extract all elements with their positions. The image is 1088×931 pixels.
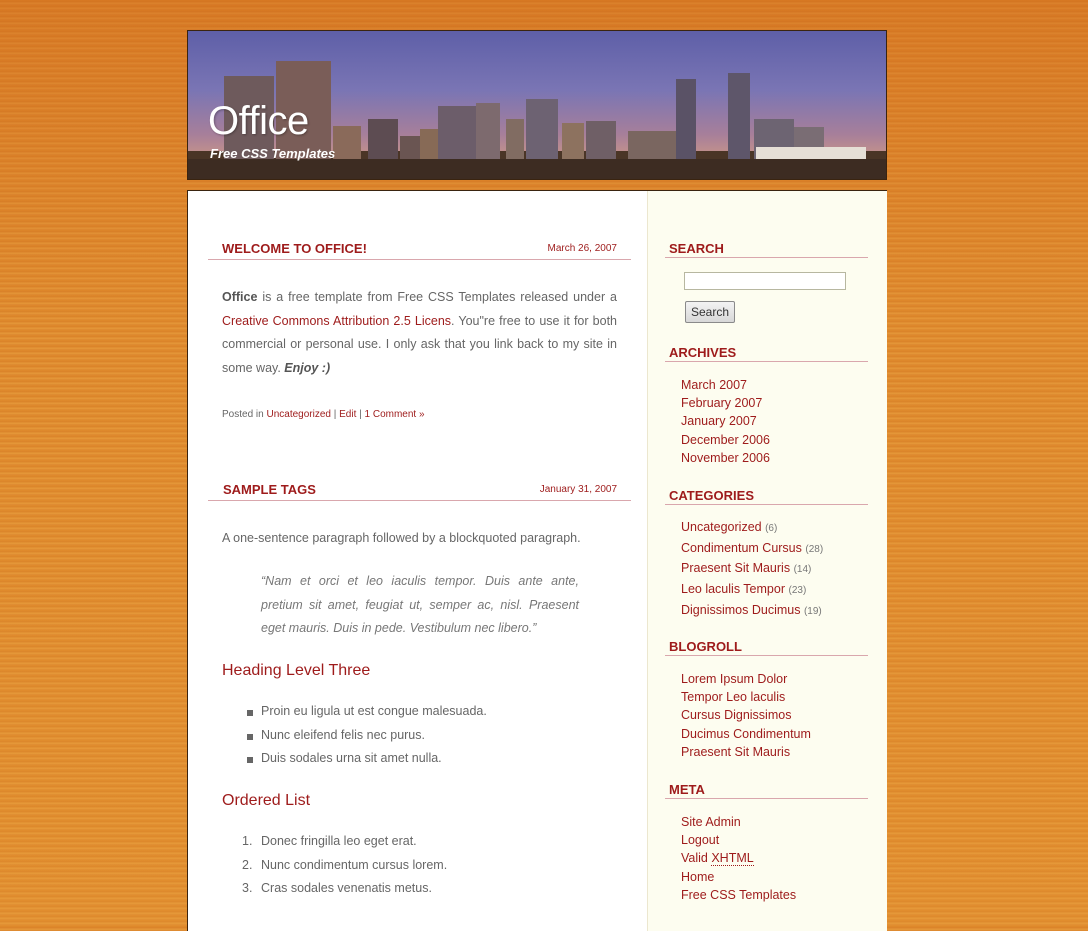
site-subtitle: Free CSS Templates [210,146,336,161]
blogroll-heading: BLOGROLL [669,639,742,654]
list-item: Proin eu ligula ut est congue malesuada. [222,700,487,724]
list-item: Nunc eleifend felis nec purus. [222,724,487,748]
blogroll-link[interactable]: Tempor Leo laculis [681,690,786,705]
search-button[interactable]: Search [685,301,735,323]
category-item [681,559,823,580]
blockquote: “Nam et orci et leo iaculis tempor. Duis ante ante, pretium sit amet, feugiat ut, semper ac, nisl. Praesent eget mauris. Duis in pede. Vestibulum nec libero.” [261,574,579,635]
post-date: January 31, 2007 [539,484,617,495]
category-item [681,518,823,539]
archive-link[interactable]: December 2006 [681,432,770,447]
meta-list [681,813,796,904]
sidebar [647,191,887,931]
meta-heading-bar [665,782,868,799]
blogroll-link[interactable]: Praesent Sit Mauris [681,744,791,759]
category-item [681,601,823,622]
logout-link[interactable]: Logout [681,833,720,848]
categories-heading-bar [665,488,868,505]
meta-separator: | [356,409,365,420]
archives-list [681,376,770,467]
site-header [187,30,887,180]
ordered-list [222,830,447,901]
category-count: (28) [805,543,824,555]
meta-separator: | [330,409,340,420]
category-item [681,539,823,560]
meta-heading: META [669,782,705,797]
category-count: (23) [788,585,807,597]
categories-heading: CATEGORIES [669,488,754,503]
archives-heading-bar [665,345,868,362]
archive-link[interactable]: March 2007 [681,378,748,392]
license-link[interactable]: Creative Commons Attribution 2.5 Licens [222,313,452,328]
category-link[interactable]: Uncategorized [681,520,762,534]
free-css-link[interactable]: Free CSS Templates [681,887,797,902]
category-link[interactable]: Condimentum Cursus [681,540,802,555]
post-emphasis: Enjoy :) [284,360,331,375]
post-title-bar [208,482,631,501]
list-item [222,830,447,854]
page-container [187,190,887,931]
search-heading-bar [665,241,868,258]
blogroll-link[interactable]: Cursus Dignissimos [681,708,792,723]
heading-level-three: Heading Level Three [222,662,371,679]
valid-xhtml-link[interactable] [681,849,796,867]
list-item [222,854,447,878]
home-link[interactable]: Home [681,869,715,884]
post-date: March 26, 2007 [547,243,617,254]
post-meta [222,409,425,420]
search-input[interactable] [684,272,846,290]
blogroll-heading-bar [665,639,868,656]
xhtml-abbr[interactable]: XHTML [711,851,754,866]
ordered-list-heading: Ordered List [222,792,311,809]
list-item-text: Nunc condimentum cursus lorem. [261,857,448,872]
archive-link[interactable]: November 2006 [681,450,770,465]
list-item [222,877,447,901]
list-number: 3. [242,881,253,895]
list-number: 1. [242,834,253,848]
categories-list [681,518,823,622]
post-title[interactable]: SAMPLE TAGS [223,482,316,497]
post-intro: A one-sentence paragraph followed by a blockquoted paragraph. [222,531,581,545]
post-body [222,286,617,380]
site-admin-link[interactable]: Site Admin [681,815,741,829]
post-text-part: is a free template from Free CSS Templates released under a [257,290,617,304]
post-text-part: . You"re free to use it for both commercial or personal use. I only ask that you link back to my site in some way. [222,313,617,375]
category-link[interactable]: Praesent Sit Mauris [681,561,791,576]
blogroll-link[interactable]: Lorem Ipsum Dolor [681,672,788,686]
list-item: Duis sodales urna sit amet nulla. [222,747,487,771]
category-count: (14) [793,564,812,576]
blogroll-link[interactable]: Ducimus Condimentum [681,726,811,741]
valid-prefix: Valid [681,851,712,866]
list-number: 2. [242,857,253,872]
bullet-list [222,700,487,771]
category-link[interactable]: Uncategorized [266,409,331,420]
list-item-text: Donec fringilla leo eget erat. [261,834,417,848]
comments-link[interactable]: 1 Comment » [364,409,425,420]
post-title-bar [208,241,631,260]
post-bold-lead: Office [222,290,258,304]
blogroll-list [681,670,811,761]
main-content [188,191,647,931]
category-link[interactable]: Leo laculis Tempor [681,582,785,597]
search-heading: SEARCH [669,241,724,256]
category-link[interactable]: Dignissimos Ducimus [681,602,801,617]
archive-link[interactable]: February 2007 [681,396,763,411]
edit-link[interactable]: Edit [339,409,357,420]
category-item [681,580,823,601]
posted-in-label: Posted in [222,409,267,420]
site-title[interactable]: Office [208,99,309,143]
category-count: (19) [803,605,822,617]
archives-heading: ARCHIVES [669,345,737,360]
category-count: (6) [765,523,778,534]
post-title[interactable]: WELCOME TO OFFICE! [222,241,367,256]
list-item-text: Cras sodales venenatis metus. [261,881,432,895]
archive-link[interactable]: January 2007 [681,414,757,429]
